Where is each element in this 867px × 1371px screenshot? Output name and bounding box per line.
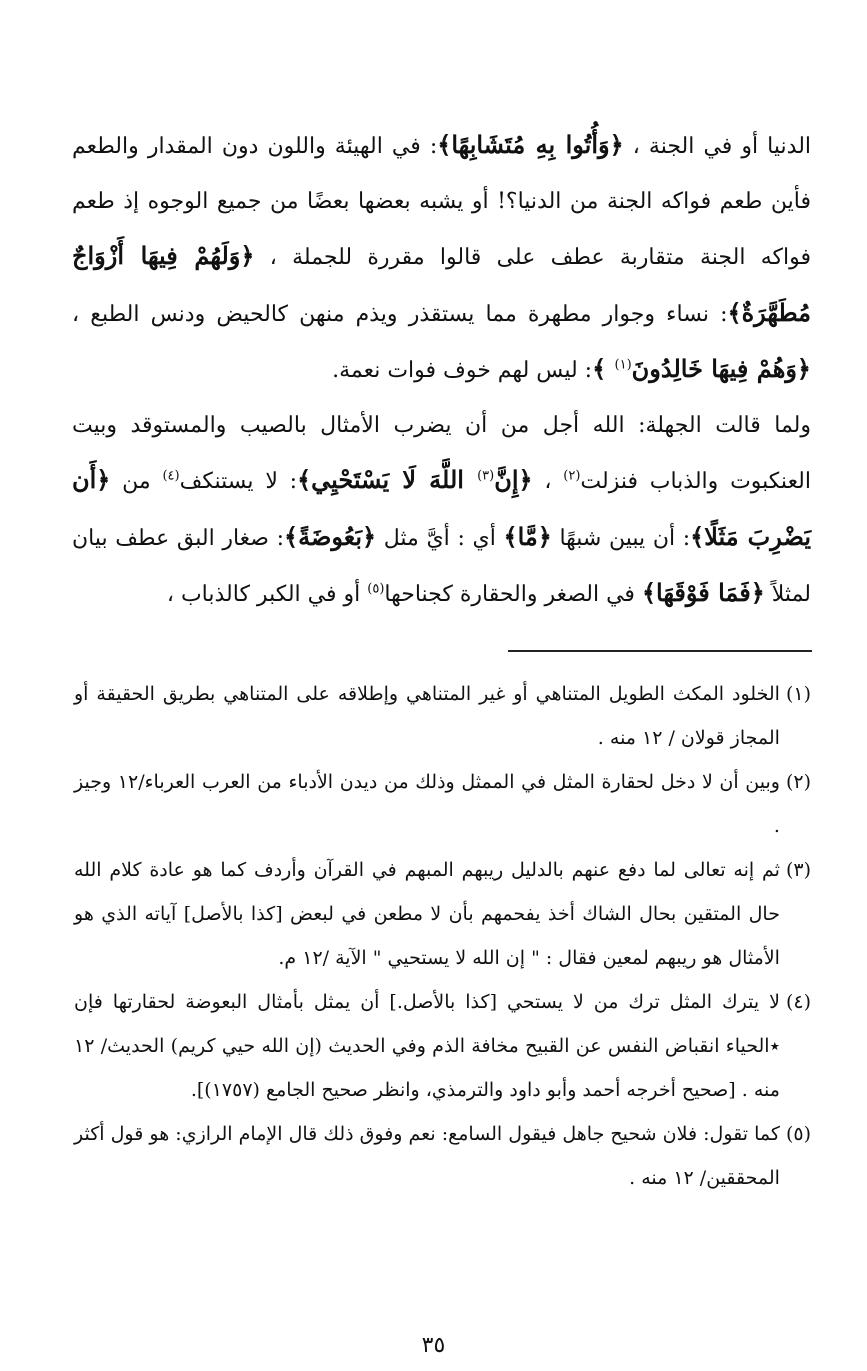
- page-number: ٣٥: [421, 1333, 446, 1358]
- text-segment: في الصغر والحقارة كجناحها: [384, 582, 642, 607]
- text-segment: أو في الكبر كالذباب ،: [166, 582, 368, 607]
- footnote-item: [74, 760, 811, 848]
- footnote-text: وبين أن لا دخل لحقارة المثل في الممثل وذلك من ديدن الأدباء من العرب العرباء/١٢ وجيز .: [74, 771, 780, 837]
- footnote-item: [74, 848, 811, 980]
- quran-verse: ﴾: [592, 354, 615, 383]
- text-segment: الدنيا أو في الجنة ،: [623, 134, 812, 159]
- paragraph-1: [72, 118, 811, 399]
- text-segment: : لا يستنكف: [179, 469, 298, 494]
- text-segment: : نساء وجوار مطهرة مما يستقذر ويذم منهن كالحيض ودنس الطبع ،: [72, 301, 728, 327]
- quran-verse: اللَّهَ لَا يَسْتَحْيِي﴾: [297, 465, 478, 494]
- text-segment: : صغار البق عطف بيان لمثلاً: [72, 525, 811, 607]
- quran-verse: ﴿وَلَهُمْ فِيهَا أَزْوَاجٌ مُطَهَّرَةٌ﴾: [72, 241, 811, 327]
- footnote-text: كما تقول: فلان شحيح جاهل فيقول السامع: نعم وفوق ذلك قال الإمام الرازي: هو قول أكثر المحققين/ ١٢ منه .: [74, 1123, 780, 1189]
- main-text: [72, 118, 811, 623]
- quran-verse: ﴿وَهُمْ فِيهَا خَالِدُونَ: [631, 354, 811, 383]
- quran-verse: ﴿مَّا﴾: [503, 521, 552, 551]
- quran-verse: ﴿فَمَا فَوْقَهَا﴾: [641, 578, 765, 607]
- quran-verse: ﴿أَن يَضْرِبَ مَثَلًا﴾: [72, 465, 811, 551]
- footnote-number: (٥): [785, 1123, 811, 1145]
- footnote-text: ثم إنه تعالى لما دفع عنهم بالدليل ريبهم المبهم في القرآن وأردف كما هو عادة كلام الله حال المتقين بحال الشاك أخذ يفحمهم بأن لا مطعن في لبعض [كذا بالأصل] آياته الذي هو الأمثال هو ريبهم لمعين فقال : " إن الله لا يستحيي " الآية /١٢ م.: [74, 859, 780, 969]
- paragraph-2: [72, 399, 811, 623]
- footnotes: [74, 672, 811, 1200]
- footnote-text: لا يترك المثل ترك من لا يستحي [كذا بالأصل.] أن يمثل بأمثال البعوضة لحقارتها فإن ٭الحياء انقباض النفس عن القبيح مخافة الذم وفي الحديث (إن الله حيي كريم) الحديث/ ١٢ منه . [صحيح أخرجه أحمد وأبو داود والترمذي، وانظر صحيح الجامع (١٧٥٧)].: [74, 991, 780, 1101]
- text-segment: من: [110, 469, 163, 494]
- footnote-ref: (١): [614, 357, 632, 373]
- footnote-number: (٤): [785, 991, 811, 1013]
- text-segment: ،: [532, 469, 564, 494]
- footnote-item: [74, 980, 811, 1112]
- footnote-number: (٢): [785, 771, 811, 793]
- quran-verse: ﴿إِنَّ: [494, 465, 533, 494]
- footnote-item: [74, 1112, 811, 1200]
- text-segment: : في الهيئة واللون دون المقدار والطعم فأين طعم فواكه الجنة من الدنيا؟! أو يشبه بعضها بعضًا من جميع الوجوه إذ طعم فواكه الجنة متقاربة عطف على قالوا مقررة للجملة ،: [72, 134, 811, 270]
- footnote-ref: (٣): [477, 468, 495, 484]
- text-segment: أي : أيَّ مثل: [376, 525, 504, 551]
- quran-verse: ﴿وَأُتُوا بِهِ مُتَشَابِهًا﴾: [437, 130, 624, 159]
- footnote-number: (٣): [785, 859, 811, 881]
- text-segment: : أن يبين شبهًا: [551, 525, 691, 551]
- footnote-separator: [508, 650, 812, 652]
- text-segment: : ليس لهم خوف فوات نعمة.: [332, 358, 593, 383]
- footnote-item: [74, 672, 811, 760]
- footnote-ref: (٢): [563, 468, 581, 484]
- footnote-text: الخلود المكث الطويل المتناهي أو غير المتناهي وإطلاقه على المتناهي بطريق الحقيقة أو المجاز قولان / ١٢ منه .: [74, 683, 780, 749]
- text-segment: ولما قالت الجهلة: الله أجل من أن يضرب الأمثال بالصيب والمستوقد وبيت العنكبوت والذباب فنزلت: [72, 412, 811, 494]
- footnote-ref: (٥): [367, 581, 385, 597]
- footnote-ref: (٤): [162, 468, 180, 484]
- quran-verse: ﴿بَعُوضَةً﴾: [284, 521, 377, 551]
- footnote-number: (١): [785, 683, 811, 705]
